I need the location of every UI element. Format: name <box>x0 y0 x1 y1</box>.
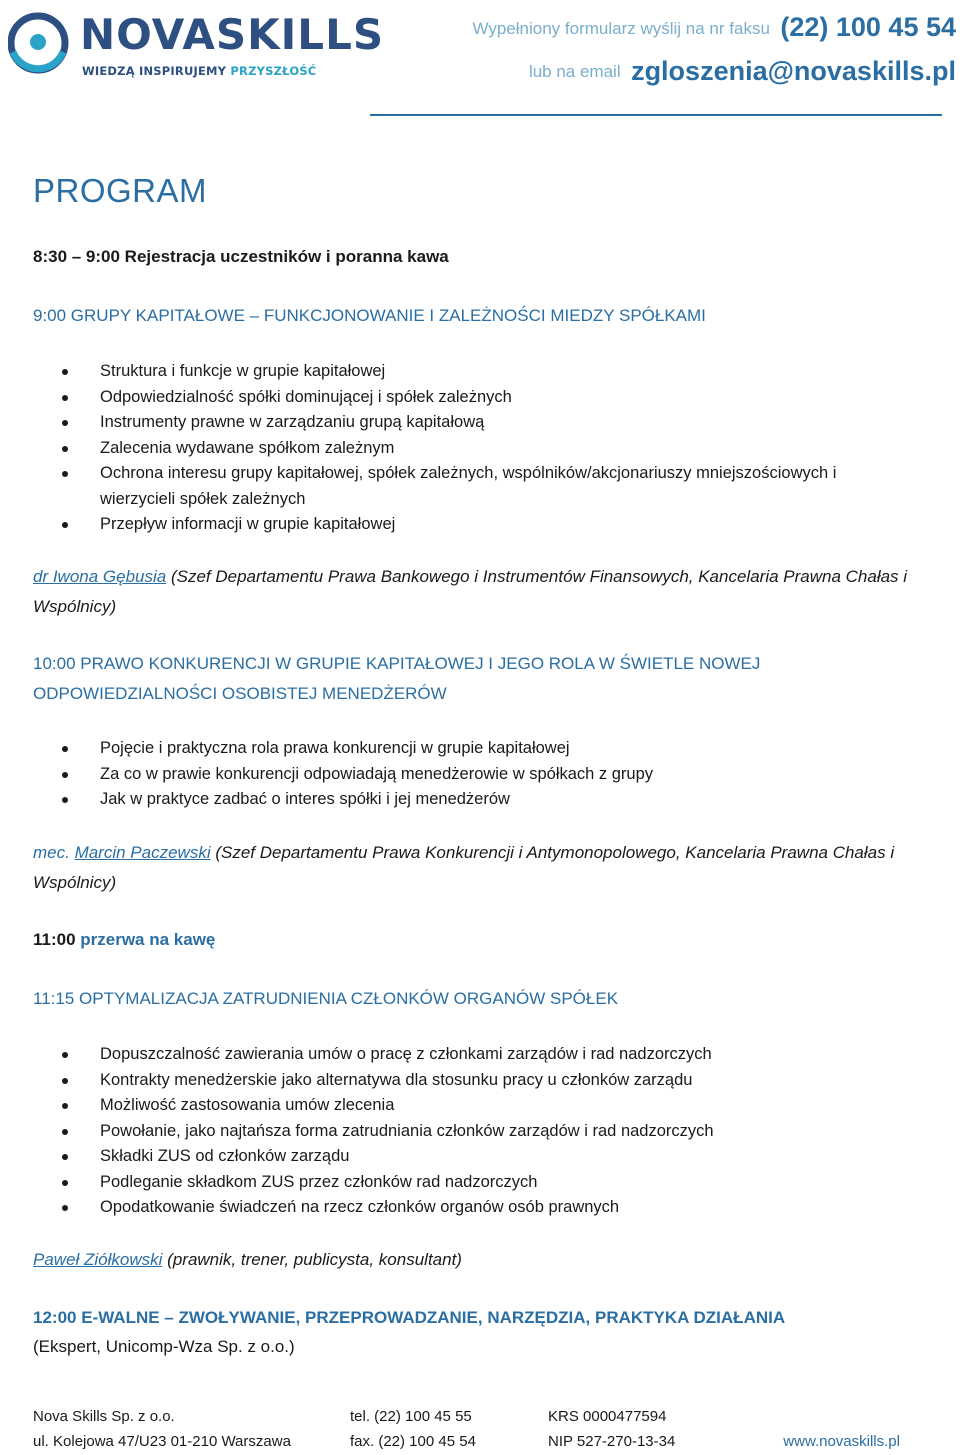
list-item: Instrumenty prawne w zarządzaniu grupą kapitałową <box>60 410 836 436</box>
session-2-heading-line-1: 10:00 PRAWO KONKURENCJI W GRUPIE KAPITAŁOWEJ I JEGO ROLA W ŚWIETLE NOWEJ <box>33 654 761 673</box>
fax-label: Wypełniony formularz wyślij na nr faksu <box>472 19 770 38</box>
break-label: przerwa na kawę <box>80 930 216 949</box>
fax-contact <box>472 12 956 43</box>
speaker-description: (Szef Departamentu Prawa Bankowego i Instrumentów Finansowych, Kancelaria Prawna Chałas i Wspólnicy) <box>33 567 908 616</box>
list-item: Pojęcie i praktyczna rola prawa konkurencji w grupie kapitałowej <box>60 736 653 762</box>
logo-tagline: WIEDZĄ INSPIRUJEMY PRZYSZŁOŚĆ <box>82 64 317 78</box>
list-item: Ochrona interesu grupy kapitałowej, spółek zależnych, wspólników/akcjonariuszy mniejszościowych i <box>60 461 836 487</box>
footer-fax: fax. (22) 100 45 54 <box>350 1433 476 1450</box>
session-1-speaker <box>33 562 933 622</box>
session-3-speaker <box>33 1245 933 1275</box>
list-item: Możliwość zastosowania umów zlecenia <box>60 1093 714 1119</box>
page-title: PROGRAM <box>33 172 208 209</box>
coffee-break <box>33 927 215 953</box>
novaskills-logo <box>8 8 385 80</box>
break-time: 11:00 <box>33 930 81 949</box>
list-item: Składki ZUS od członków zarządu <box>60 1144 714 1170</box>
speaker-description: (prawnik, trener, publicysta, konsultant) <box>162 1250 462 1269</box>
header-divider <box>370 114 942 116</box>
session-3-list <box>60 1042 714 1221</box>
speaker-description: (Szef Departamentu Prawa Konkurencji i Antymonopolowego, Kancelaria Prawna Chałas i Wspólnicy) <box>33 843 895 892</box>
session-3-heading: 11:15 OPTYMALIZACJA ZATRUDNIENIA CZŁONKÓW ORGANÓW SPÓŁEK <box>33 989 619 1008</box>
email-label: lub na email <box>528 62 621 81</box>
footer-website-link[interactable]: www.novaskills.pl <box>783 1433 900 1450</box>
list-item: Przepływ informacji w grupie kapitałowej <box>60 512 836 538</box>
session-4-heading: 12:00 E-WALNE – ZWOŁYWANIE, PRZEPROWADZANIE, NARZĘDZIA, PRAKTYKA DZIAŁANIA <box>33 1308 786 1327</box>
list-item: Zalecenia wydawane spółkom zależnym <box>60 436 836 462</box>
speaker-name-link[interactable]: Marcin Paczewski <box>74 843 211 862</box>
logo-emblem-icon <box>8 12 70 74</box>
list-item: Odpowiedzialność spółki dominującej i spółek zależnych <box>60 385 836 411</box>
footer-krs: KRS 0000477594 <box>548 1408 667 1425</box>
footer-address: ul. Kolejowa 47/U23 01-210 Warszawa <box>33 1433 291 1450</box>
list-item: Za co w prawie konkurencji odpowiadają menedżerowie w spółkach z grupy <box>60 762 653 788</box>
footer-nip: NIP 527-270-13-34 <box>548 1433 676 1450</box>
email-link[interactable]: zgloszenia@novaskills.pl <box>631 56 956 86</box>
speaker-name-link[interactable]: dr Iwona Gębusia <box>33 567 167 586</box>
session-1-heading: 9:00 GRUPY KAPITAŁOWE – FUNKCJONOWANIE I ZALEŻNOŚCI MIEDZY SPÓŁKAMI <box>33 306 706 325</box>
session-2-speaker <box>33 838 933 898</box>
list-item: Opodatkowanie świadczeń na rzecz członków organów osób prawnych <box>60 1195 714 1221</box>
list-item: Dopuszczalność zawierania umów o pracę z członkami zarządów i rad nadzorczych <box>60 1042 714 1068</box>
registration-line: 8:30 – 9:00 Rejestracja uczestników i poranna kawa <box>33 247 449 266</box>
list-item: Powołanie, jako najtańsza forma zatrudniania członków zarządów i rad nadzorczych <box>60 1119 714 1145</box>
footer-tel: tel. (22) 100 45 55 <box>350 1408 472 1425</box>
list-item: Podleganie składkom ZUS przez członków rad nadzorczych <box>60 1170 714 1196</box>
fax-number: (22) 100 45 54 <box>780 12 956 42</box>
list-item-continuation: wierzycieli spółek zależnych <box>100 489 306 508</box>
logo-brand: NOVASKILLS <box>80 10 385 59</box>
session-2-list <box>60 736 653 813</box>
speaker-name-link[interactable]: Paweł Ziółkowski <box>33 1250 163 1269</box>
session-1-list <box>60 359 836 538</box>
email-contact <box>529 56 956 87</box>
speaker-prefix: mec. <box>33 843 75 862</box>
list-item: Jak w praktyce zadbać o interes spółki i jej menedżerów <box>60 787 653 813</box>
list-item: Struktura i funkcje w grupie kapitałowej <box>60 359 836 385</box>
footer-company: Nova Skills Sp. z o.o. <box>33 1408 175 1425</box>
list-item: Kontrakty menedżerskie jako alternatywa dla stosunku pracy u członków zarządu <box>60 1068 714 1094</box>
session-4-expert: (Ekspert, Unicomp-Wza Sp. z o.o.) <box>33 1337 295 1356</box>
session-2-heading-line-2: ODPOWIEDZIALNOŚCI OSOBISTEJ MENEDŻERÓW <box>33 684 447 703</box>
